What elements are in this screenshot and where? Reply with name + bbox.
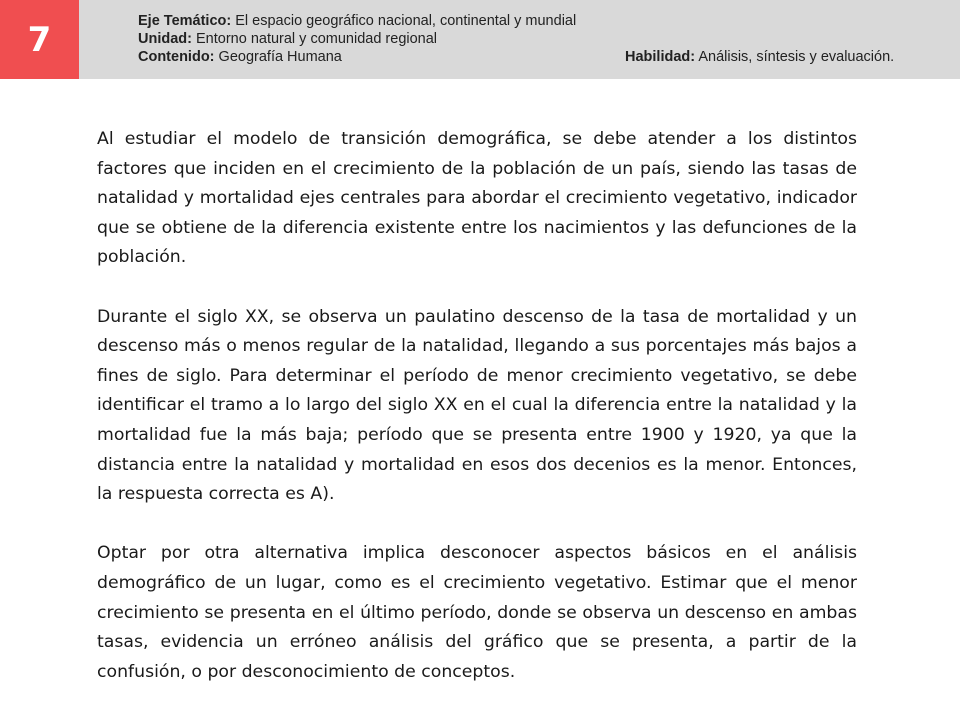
eje-tematico-line [138, 12, 938, 30]
paragraph-3: Optar por otra alternativa implica desconocer aspectos básicos en el análisis demográfico de un lugar, como es el crecimiento vegetativo. Estimar que el menor crecimiento se presenta en el último período, donde se observa un descenso en ambas tasas, evidencia un erróneo análisis del gráfico que se presenta, a partir de la confusión, o por desconocimiento de conceptos. [97, 543, 857, 682]
unidad-line [138, 30, 938, 48]
paragraph-2: Durante el siglo XX, se observa un paulatino descenso de la tasa de mortalidad y un descenso más o menos regular de la natalidad, llegando a sus porcentajes más bajos a fines de siglo. Para determinar el período de menor crecimiento vegetativo, se debe identificar el tramo a lo largo del siglo XX en el cual la diferencia entre la natalidad y la mortalidad fue la más baja; período que se presenta entre 1900 y 1920, ya que la distancia entre la natalidad y mortalidad en esos dos decenios es la menor. Entonces, la respuesta correcta es A). [97, 306, 857, 505]
habilidad-label: Habilidad: [625, 49, 696, 65]
habilidad-value: Análisis, síntesis y evaluación. [698, 49, 895, 65]
paragraph-1: Al estudiar el modelo de transición demográfica, se debe atender a los distintos factores que inciden en el crecimiento de la población de un país, siendo las tasas de natalidad y mortalidad ejes centrales para abordar el crecimiento vegetativo, indicador que se obtiene de la diferencia existente entre los nacimientos y las defunciones de la población. [97, 129, 857, 268]
eje-label: Eje Temático: [138, 13, 232, 29]
contenido-label: Contenido: [138, 49, 215, 65]
unidad-label: Unidad: [138, 31, 192, 47]
header-metadata [138, 12, 938, 66]
header-bar [0, 0, 960, 79]
contenido-group [138, 49, 342, 65]
habilidad-group [625, 48, 894, 66]
contenido-value: Geografía Humana [218, 49, 342, 65]
question-number: 7 [0, 0, 79, 79]
eje-value: El espacio geográfico nacional, continental y mundial [235, 13, 577, 29]
unidad-value: Entorno natural y comunidad regional [196, 31, 438, 47]
contenido-habilidad-line [138, 48, 938, 66]
explanation-text [97, 125, 857, 717]
